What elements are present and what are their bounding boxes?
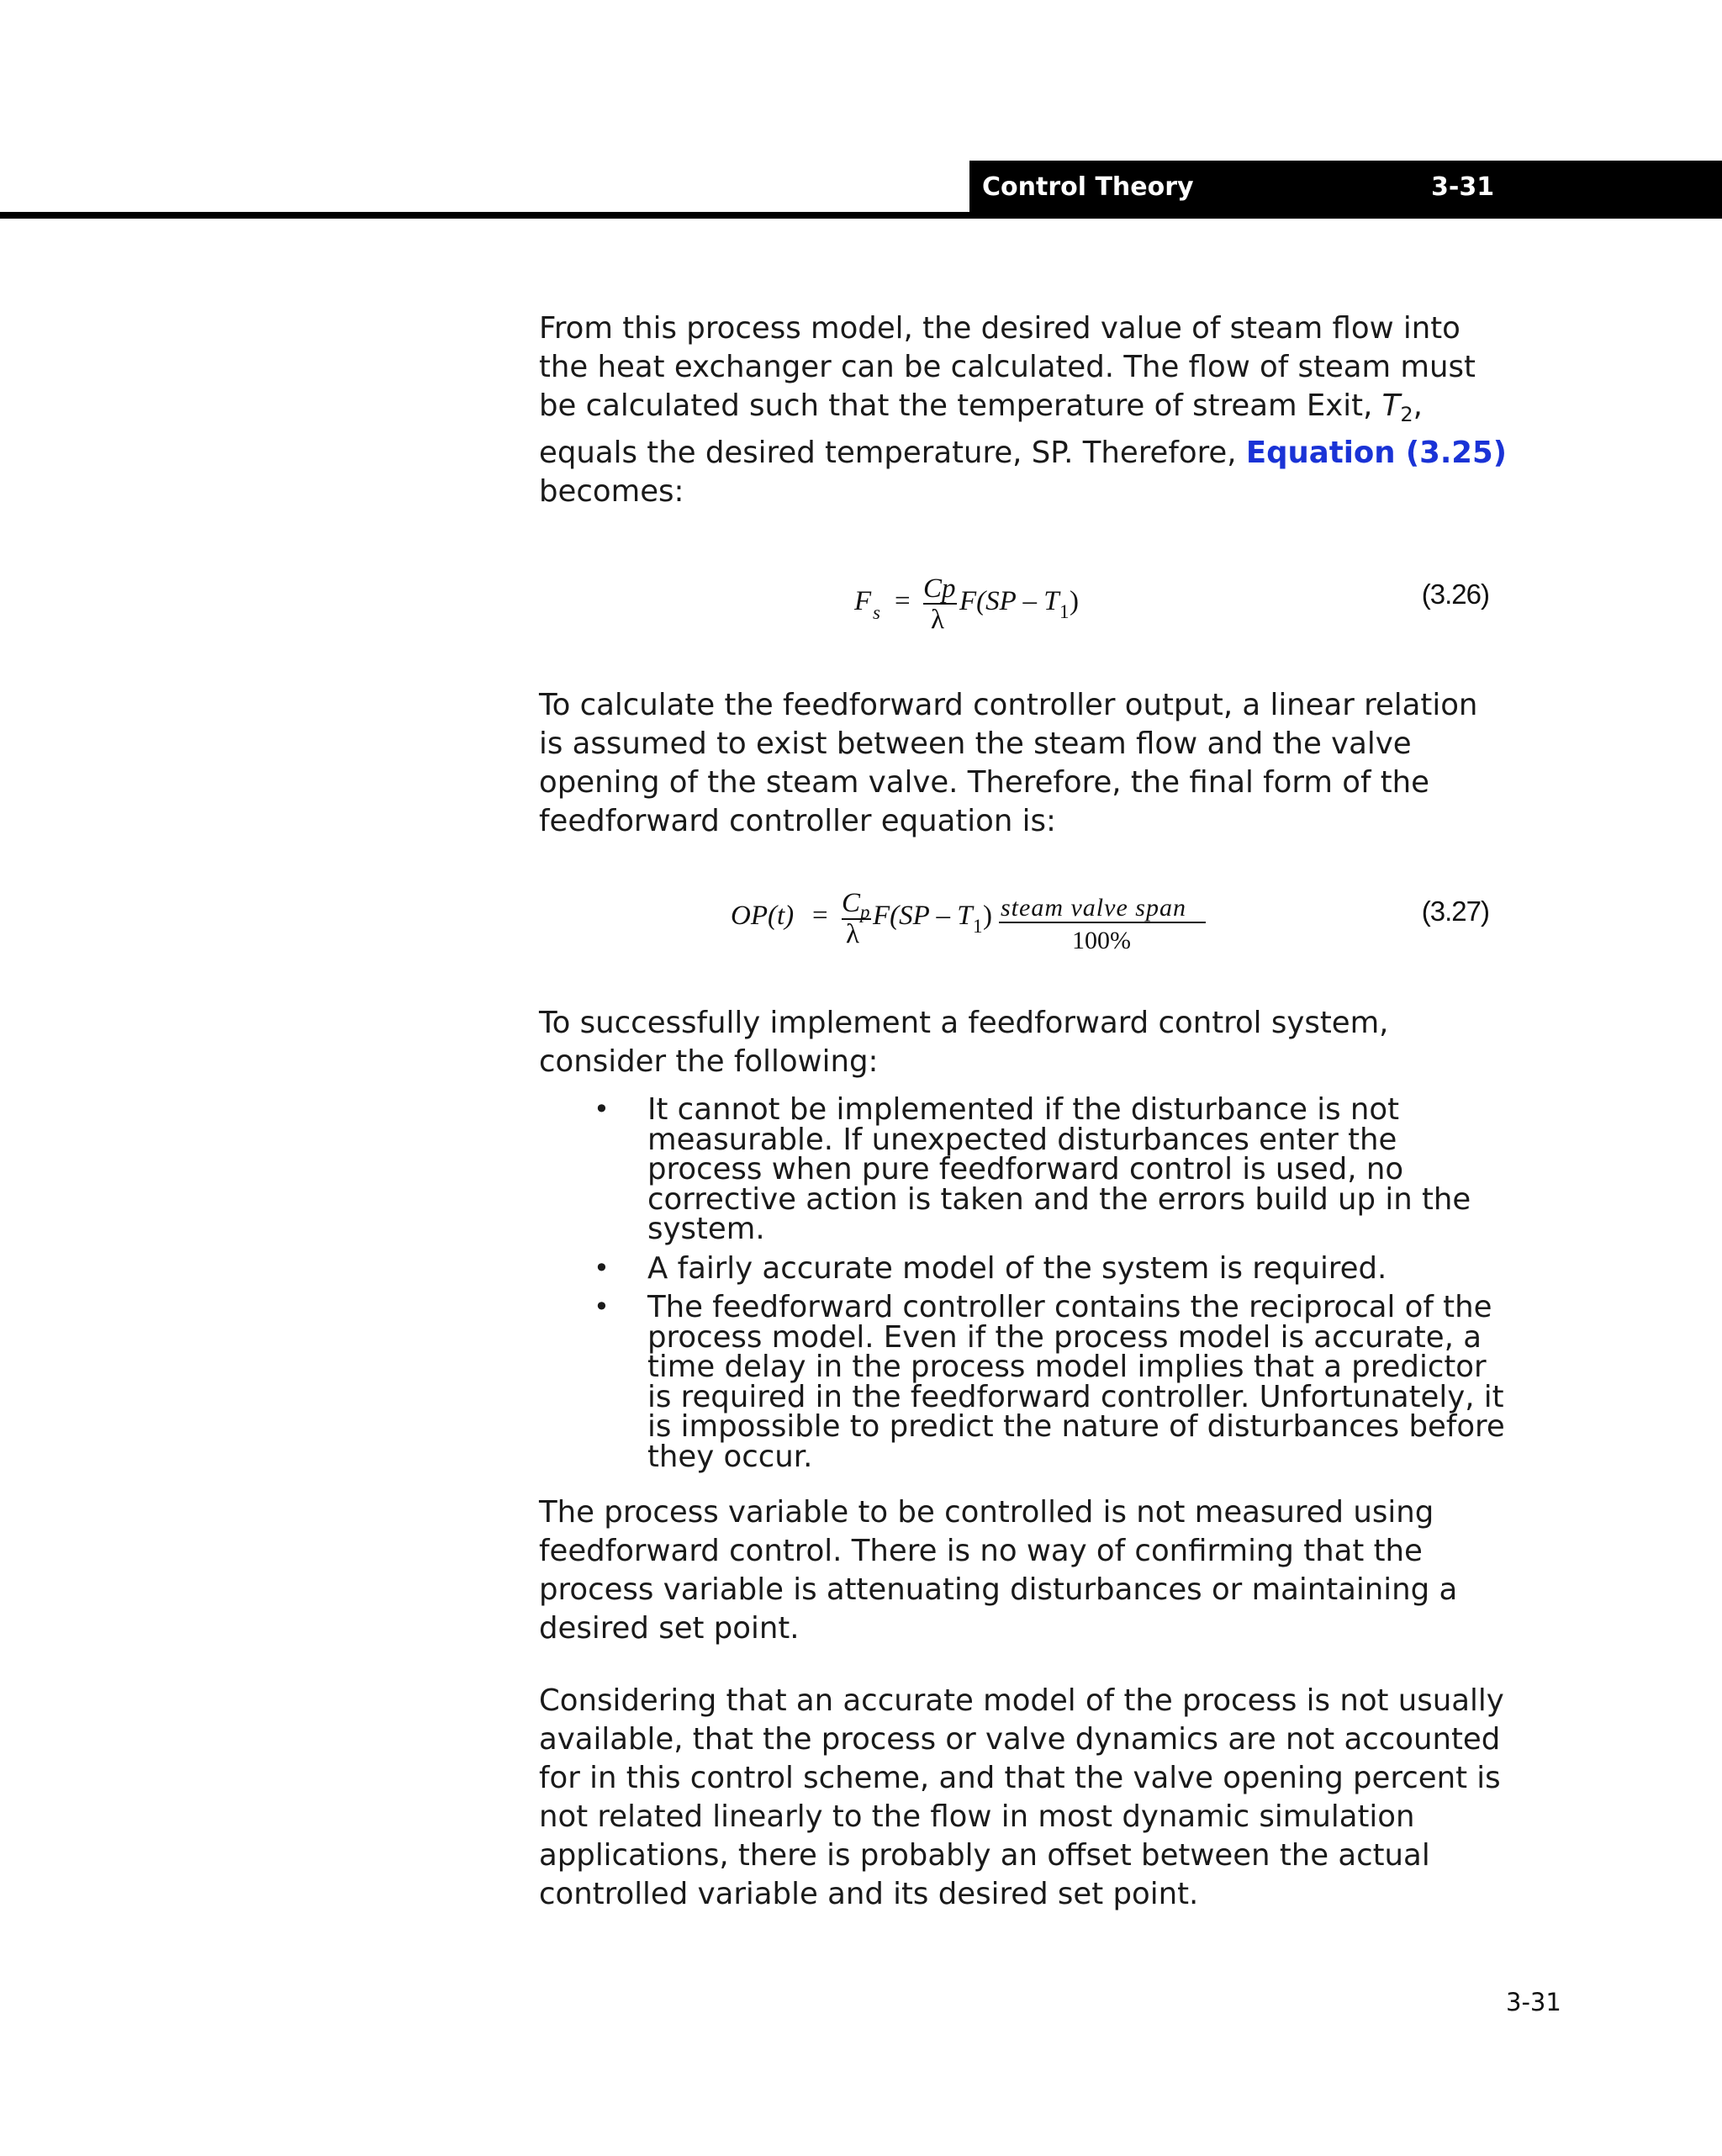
equation-number: (3.26) (1421, 579, 1489, 610)
paragraph-intro (539, 309, 1510, 511)
eq1-lhs-sub: s (873, 602, 880, 623)
paragraph-process-variable: The process variable to be controlled is not measured using feedforward control. There is no way of confirming that the process variable is attenuating disturbances or maintaining a desired set point. (539, 1495, 1458, 1646)
paragraph-considerations: To successfully implement a feedforward control system, consider the following: (539, 1006, 1389, 1079)
variable-subscript: 2 (1400, 403, 1413, 426)
header-rule (0, 212, 1722, 219)
eq2-numerator: C (842, 888, 861, 918)
list-item-text: A fairly accurate model of the system is required. (647, 1250, 1387, 1286)
eq2-denominator: λ (846, 919, 860, 949)
eq2-tail-sub: 1 (973, 916, 983, 937)
eq2-span-numerator: steam valve span (1001, 894, 1186, 922)
eq1-denominator: λ (931, 605, 945, 635)
eq1-tail-sub: 1 (1059, 601, 1070, 622)
list-item (539, 1292, 1510, 1472)
eq2-tail: F(SP – T (873, 901, 973, 931)
header-title: Control Theory (982, 172, 1194, 202)
list-item (539, 1250, 1510, 1286)
running-header (969, 161, 1722, 216)
eq2-equals: = (812, 901, 828, 931)
considerations-list (539, 1092, 1510, 1474)
text-run: , equals the desired temperature, SP. Therefore, (539, 388, 1423, 470)
bullet-icon: • (594, 1291, 610, 1323)
equation-3-27-formula (539, 885, 1510, 962)
equation-3-26 (539, 553, 1510, 646)
eq2-numerator-sub: p (860, 901, 870, 922)
eq1-equals: = (895, 586, 911, 616)
header-page-number: 3-31 (1431, 172, 1495, 202)
bullet-icon: • (594, 1093, 610, 1125)
bullet-icon: • (594, 1251, 610, 1284)
equation-link[interactable]: Equation (3.25) (1245, 436, 1507, 470)
paragraph-feedforward-output: To calculate the feedforward controller output, a linear relation is assumed to exist between the steam flow and the valve opening of the steam valve. Therefore, the final form of the feedforward controller equation is: (539, 688, 1478, 838)
list-item-text: It cannot be implemented if the disturbance is not measurable. If unexpected disturbances enter the process when pure feedforward control is used, no corrective action is taken and the errors build up in the system. (647, 1092, 1471, 1246)
eq2-span-denominator: 100% (1072, 927, 1131, 954)
footer-page-number: 3-31 (1506, 1988, 1561, 2016)
equation-3-27 (539, 885, 1510, 962)
eq1-tail-close: ) (1070, 586, 1079, 616)
eq2-lhs: OP(t) (731, 901, 795, 931)
equation-number: (3.27) (1421, 896, 1489, 927)
text-run: From this process model, the desired value of steam flow into the heat exchanger can be calculated. The flow of steam must be calculated such that the temperature of stream Exit, (539, 311, 1476, 423)
eq1-tail: F(SP – T (959, 586, 1059, 616)
list-item-text: The feedforward controller contains the reciprocal of the process model. Even if the process model is accurate, a time delay in the process model implies that a predictor is required in the feedforward controller. Unfortunately, it is impossible to predict the nature of disturbances before they occur. (647, 1290, 1505, 1474)
paragraph-offset: Considering that an accurate model of the process is not usually available, that the process or valve dynamics are not accounted for in this control scheme, and that the valve opening percent is not related linearly to the flow in most dynamic simulation applications, there is probably an offset between the actual controlled variable and its desired set point. (539, 1683, 1504, 1911)
variable-t: T (1381, 388, 1401, 423)
eq2-tail-close: ) (983, 901, 992, 931)
text-run: becomes: (539, 474, 684, 509)
eq1-numerator: Cp (923, 573, 956, 604)
list-item (539, 1092, 1510, 1246)
eq1-lhs: F (854, 586, 872, 616)
equation-3-26-formula (539, 553, 1510, 646)
page-body (539, 309, 1510, 1914)
